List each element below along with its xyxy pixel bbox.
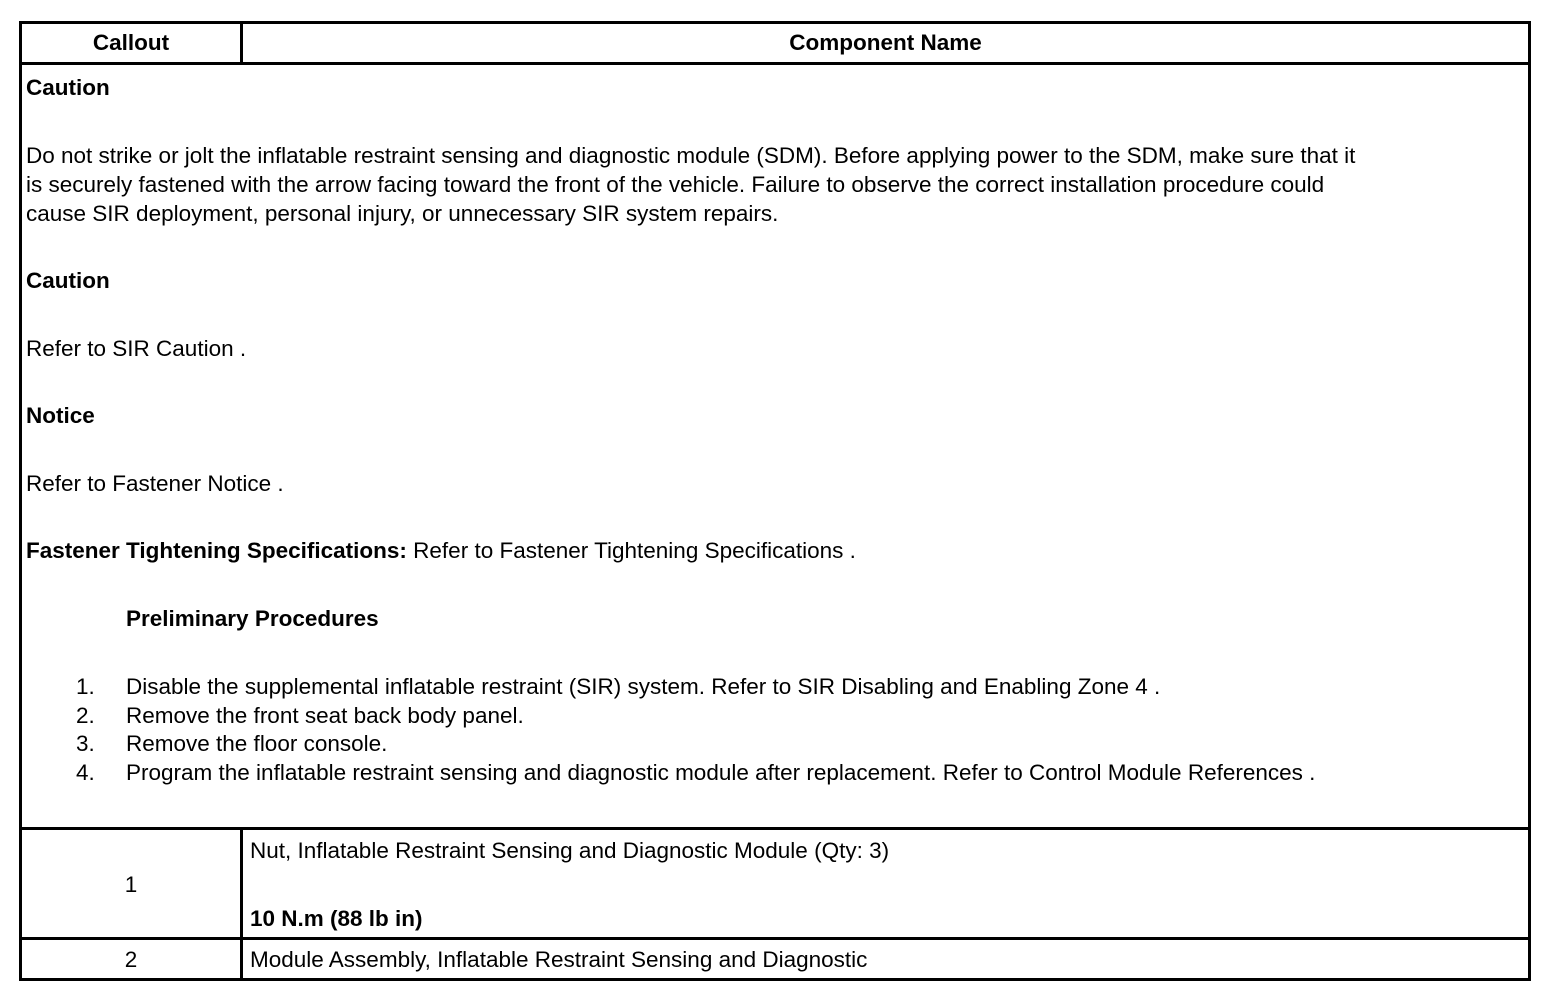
- table-header-row: [22, 24, 1528, 65]
- callout-number: 2: [124, 947, 138, 972]
- table-row: [22, 830, 1528, 940]
- fastener-spec-text: Refer to Fastener Tightening Specifications .: [413, 538, 856, 563]
- step-4-text: Program the inflatable restraint sensing and diagnostic module after replacement. Refer to Control Module References .: [126, 760, 1316, 785]
- component-name-cell: [243, 940, 1528, 978]
- caution-1-text-line-3: cause SIR deployment, personal injury, or unnecessary SIR system repairs.: [26, 201, 779, 226]
- callout-cell: [22, 940, 243, 978]
- caution-1-title: Caution: [26, 75, 110, 100]
- caution-1-text-line-2: is securely fastened with the arrow facing toward the front of the vehicle. Failure to observe the correct installation procedure could: [26, 172, 1325, 197]
- column-header-callout: Callout: [22, 24, 243, 62]
- fastener-spec-label: Fastener Tightening Specifications:: [26, 538, 407, 563]
- component-table: [19, 21, 1531, 981]
- column-header-component-name: Component Name: [789, 30, 982, 55]
- notice-text: Refer to Fastener Notice .: [26, 471, 284, 496]
- step-1-text: Disable the supplemental inflatable restraint (SIR) system. Refer to SIR Disabling and Enabling Zone 4 .: [126, 674, 1161, 699]
- caution-2-text: Refer to SIR Caution .: [26, 336, 247, 361]
- notice-title: Notice: [26, 403, 95, 428]
- component-name: Module Assembly, Inflatable Restraint Sensing and Diagnostic: [250, 947, 868, 972]
- table-row: [22, 940, 1528, 978]
- step-3-text: Remove the floor console.: [126, 731, 388, 756]
- notes-section: [22, 65, 1528, 830]
- caution-2-title: Caution: [26, 268, 110, 293]
- preliminary-procedures-title: Preliminary Procedures: [126, 606, 379, 631]
- fastener-spec: [26, 536, 856, 565]
- component-name-cell: [243, 830, 1528, 937]
- step-2-number: 2.: [76, 703, 95, 728]
- step-2-text: Remove the front seat back body panel.: [126, 703, 524, 728]
- caution-1-text-line-1: Do not strike or jolt the inflatable restraint sensing and diagnostic module (SDM). Before applying power to the SDM, make sure that it: [26, 143, 1356, 168]
- torque-spec: 10 N.m (88 lb in): [250, 906, 423, 931]
- component-name: Nut, Inflatable Restraint Sensing and Diagnostic Module (Qty: 3): [250, 838, 890, 863]
- callout-cell: [22, 830, 243, 937]
- callout-number: 1: [124, 872, 138, 897]
- step-4-number: 4.: [76, 760, 95, 785]
- step-1-number: 1.: [76, 674, 95, 699]
- step-3-number: 3.: [76, 731, 95, 756]
